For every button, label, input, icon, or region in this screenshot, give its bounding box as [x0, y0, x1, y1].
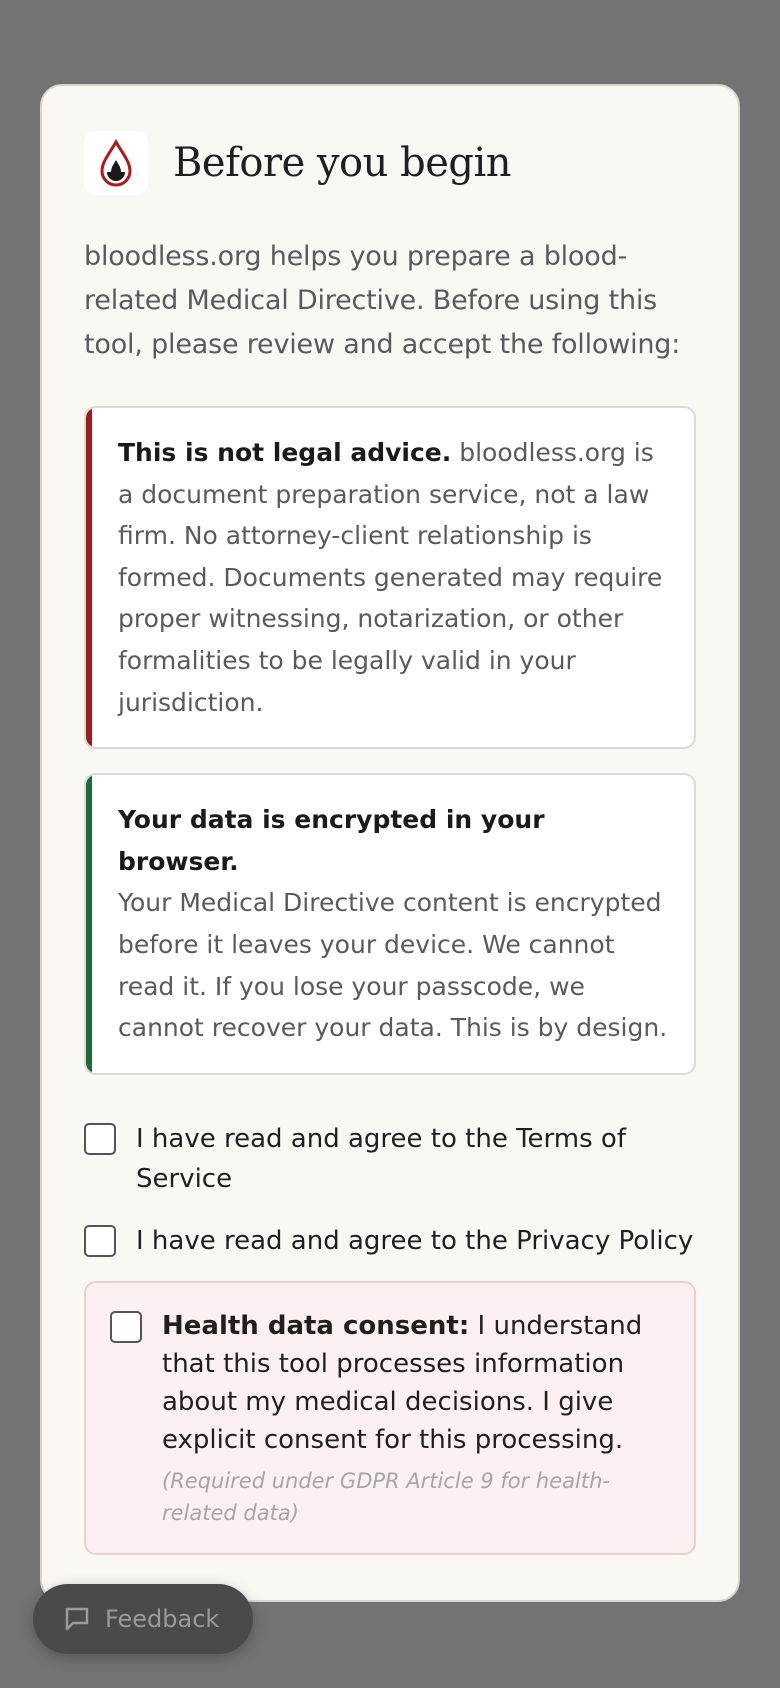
dialog-header [84, 131, 696, 195]
gdpr-note: (Required under GDPR Article 9 for health-related data) [162, 1468, 610, 1525]
terms-agreement[interactable] [84, 1119, 696, 1199]
encryption-notice-body: Your Medical Directive content is encrypted before it leaves your device. We cannot read it. If you lose your passcode, we cannot recover your data. This is by design. [118, 888, 668, 1043]
feedback-button[interactable] [33, 1584, 253, 1654]
terms-checkbox[interactable] [84, 1123, 116, 1155]
logo [84, 131, 148, 195]
page-title: Before you begin [173, 140, 512, 186]
legal-notice-body: bloodless.org is a document preparation service, not a law firm. No attorney-client relationship is formed. Documents generated may require proper witnessing, notarization, or other formalities to be legally valid in your jurisdiction. [118, 438, 663, 717]
health-consent-box[interactable] [84, 1281, 696, 1555]
health-consent-text [162, 1307, 672, 1529]
encryption-notice [84, 773, 696, 1075]
privacy-agreement[interactable] [84, 1221, 696, 1261]
intro-text: bloodless.org helps you prepare a blood-related Medical Directive. Before using this tool, please review and accept the following: [84, 241, 681, 360]
health-consent-heading: Health data consent: [162, 1310, 470, 1341]
blood-drop-icon [99, 139, 133, 187]
encryption-notice-heading: Your data is encrypted in your browser. [118, 805, 545, 876]
feedback-label: Feedback [105, 1605, 220, 1633]
before-you-begin-dialog [40, 84, 740, 1602]
speech-bubble-icon [63, 1605, 91, 1633]
legal-advice-notice [84, 406, 696, 749]
privacy-label: I have read and agree to the Privacy Policy [136, 1225, 694, 1256]
health-consent-checkbox[interactable] [110, 1311, 142, 1343]
legal-notice-heading: This is not legal advice. [118, 438, 452, 467]
terms-label: I have read and agree to the Terms of Service [136, 1123, 626, 1194]
health-consent-body: I understand that this tool processes information about my medical decisions. I give explicit consent for this processing. [162, 1310, 643, 1455]
privacy-checkbox[interactable] [84, 1225, 116, 1257]
